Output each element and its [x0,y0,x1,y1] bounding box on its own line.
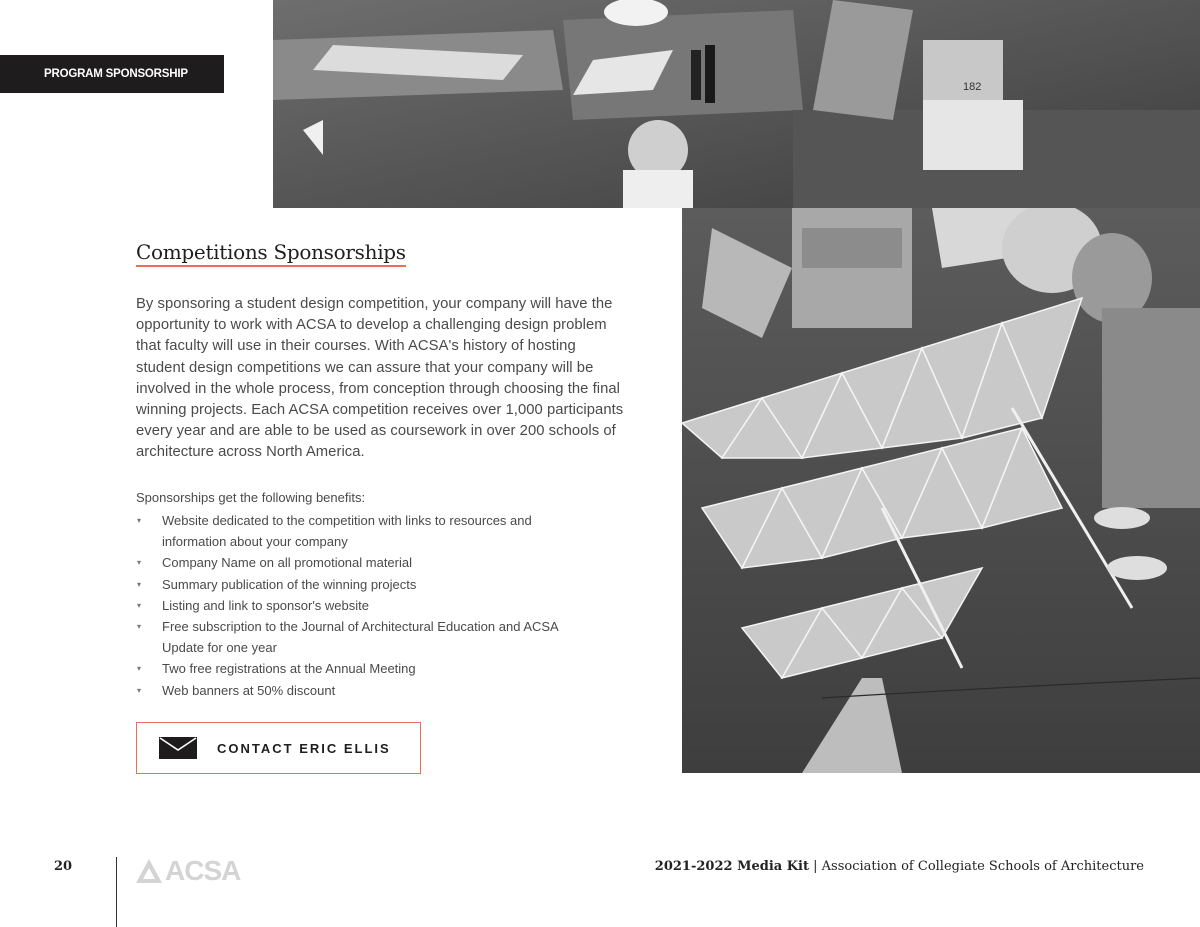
workshop-photo-top [273,0,1200,208]
benefit-text: Website dedicated to the competition with links to resources and information about your company [162,513,532,550]
bullet-icon: ▾ [137,579,142,589]
contact-eric-ellis-button[interactable] [136,722,421,774]
benefit-text: Two free registrations at the Annual Meeting [162,661,416,677]
organization-name: Association of Collegiate Schools of Architecture [821,859,1144,874]
section-heading: Competitions Sponsorships [136,240,406,267]
bullet-icon: ▾ [137,622,142,632]
logo-text: ACSA [165,855,241,886]
benefit-item [136,595,586,616]
acsa-logo [135,855,240,887]
footer-separator: | [813,859,818,874]
benefit-item [136,574,586,595]
benefit-item [136,658,586,679]
bullet-icon: ▾ [137,558,142,568]
benefits-list [136,510,586,701]
section-tag-label: PROGRAM SPONSORSHIP [44,68,188,80]
bullet-icon: ▾ [137,600,142,610]
media-kit-title: 2021-2022 Media Kit [654,859,809,874]
benefit-text: Listing and link to sponsor's website [162,597,369,613]
photo-box-label: 182 [963,81,982,93]
acsa-triangle-logo-icon [135,858,163,884]
benefit-text: Company Name on all promotional material [162,555,413,571]
page-number: 20 [54,859,73,874]
envelope-icon [159,737,197,759]
benefit-text: Free subscription to the Journal of Architectural Education and ACSA Update for one year [162,619,559,656]
contact-label: CONTACT ERIC ELLIS [217,740,391,756]
benefit-text: Web banners at 50% discount [162,682,336,698]
footer-credit [655,859,1144,874]
benefit-item [136,616,586,658]
benefit-text: Summary publication of the winning projects [162,576,417,592]
benefit-item [136,510,586,552]
bullet-icon: ▾ [137,664,142,674]
workshop-photo-main [682,208,1200,773]
footer-divider [116,857,117,927]
benefit-item [136,680,586,701]
benefits-lead: Sponsorships get the following benefits: [136,490,366,505]
bullet-icon: ▾ [137,516,142,525]
benefit-item [136,552,586,573]
intro-paragraph: By sponsoring a student design competition, your company will have the opportunity to work with ACSA to develop a challenging design problem that faculty will use in their courses. With ACSA's history of hosting student design competitions we can assure that your company will be involved in the whole process, from conception through choosing the final winning projects. Each ACSA competition receives over 1,000 participants every year and are able to be used as coursework in over 200 schools of architecture across North America. [136,296,624,461]
section-tag [0,55,224,93]
bullet-icon: ▾ [137,685,142,695]
